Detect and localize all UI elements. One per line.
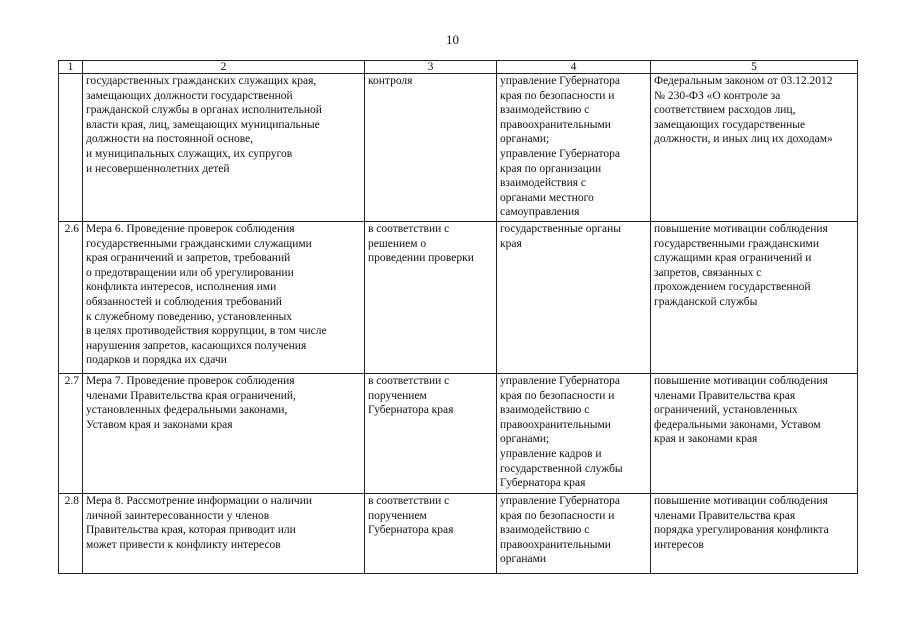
executor-cell: управление Губернатора края по безопасности и взаимодействию с правоохранительными органами <box>497 494 651 574</box>
measures-table <box>58 60 858 574</box>
row-number: 2.7 <box>59 374 83 494</box>
basis-cell: в соответствии с поручением Губернатора края <box>365 374 497 494</box>
result-cell: Федеральным законом от 03.12.2012 № 230-ФЗ «О контроле за соответствием расходов лиц, замещающих государственные должности, и иных лиц их доходам» <box>651 74 858 222</box>
measure-cell: Мера 8. Рассмотрение информации о наличии личной заинтересованности у членов Правительства края, которая приводит или может привести к конфликту интересов <box>83 494 365 574</box>
table-row <box>59 222 858 374</box>
measure-cell: Мера 6. Проведение проверок соблюдения государственными гражданскими служащими края ограничений и запретов, требований о предотвращении или об урегулировании конфликта интересов, исполнения ими обязанностей и соблюдения требований к служебному поведению, установленных в целях противодействия коррупции, в том числе нарушения запретов, касающихся получения подарков и порядка их сдачи <box>83 222 365 374</box>
executor-cell: управление Губернатора края по безопасности и взаимодействию с правоохранительными органами; управление Губернатора края по организации взаимодействия с органами местного самоуправления <box>497 74 651 222</box>
measure-cell: Мера 7. Проведение проверок соблюдения членами Правительства края ограничений, установленных федеральными законами, Уставом края и законами края <box>83 374 365 494</box>
table-row <box>59 374 858 494</box>
basis-cell: в соответствии с поручением Губернатора края <box>365 494 497 574</box>
basis-cell: контроля <box>365 74 497 222</box>
result-cell: повышение мотивации соблюдения членами Правительства края порядка урегулирования конфликта интересов <box>651 494 858 574</box>
result-cell: повышение мотивации соблюдения государственными гражданскими служащими края ограничений и запретов, связанных с прохождением государственной гражданской службы <box>651 222 858 374</box>
table-header-row <box>59 61 858 74</box>
executor-cell: государственные органы края <box>497 222 651 374</box>
executor-cell: управление Губернатора края по безопасности и взаимодействию с правоохранительными органами; управление кадров и государственной службы Губернатора края <box>497 374 651 494</box>
table-row <box>59 74 858 222</box>
table-row <box>59 494 858 574</box>
header-cell: 1 <box>59 61 83 74</box>
basis-cell: в соответствии с решением о проведении проверки <box>365 222 497 374</box>
header-cell: 2 <box>83 61 365 74</box>
row-number: 2.6 <box>59 222 83 374</box>
row-number: 2.8 <box>59 494 83 574</box>
header-cell: 4 <box>497 61 651 74</box>
header-cell: 3 <box>365 61 497 74</box>
row-number <box>59 74 83 222</box>
measure-cell: государственных гражданских служащих края, замещающих должности государственной гражданской службы в органах исполнительной власти края, лиц, замещающих муниципальные должности на постоянной основе, и муниципальных служащих, их супругов и несовершеннолетних детей <box>83 74 365 222</box>
page-number: 10 <box>446 32 459 47</box>
header-cell: 5 <box>651 61 858 74</box>
result-cell: повышение мотивации соблюдения членами Правительства края ограничений, установленных федеральными законами, Уставом края и законами края <box>651 374 858 494</box>
